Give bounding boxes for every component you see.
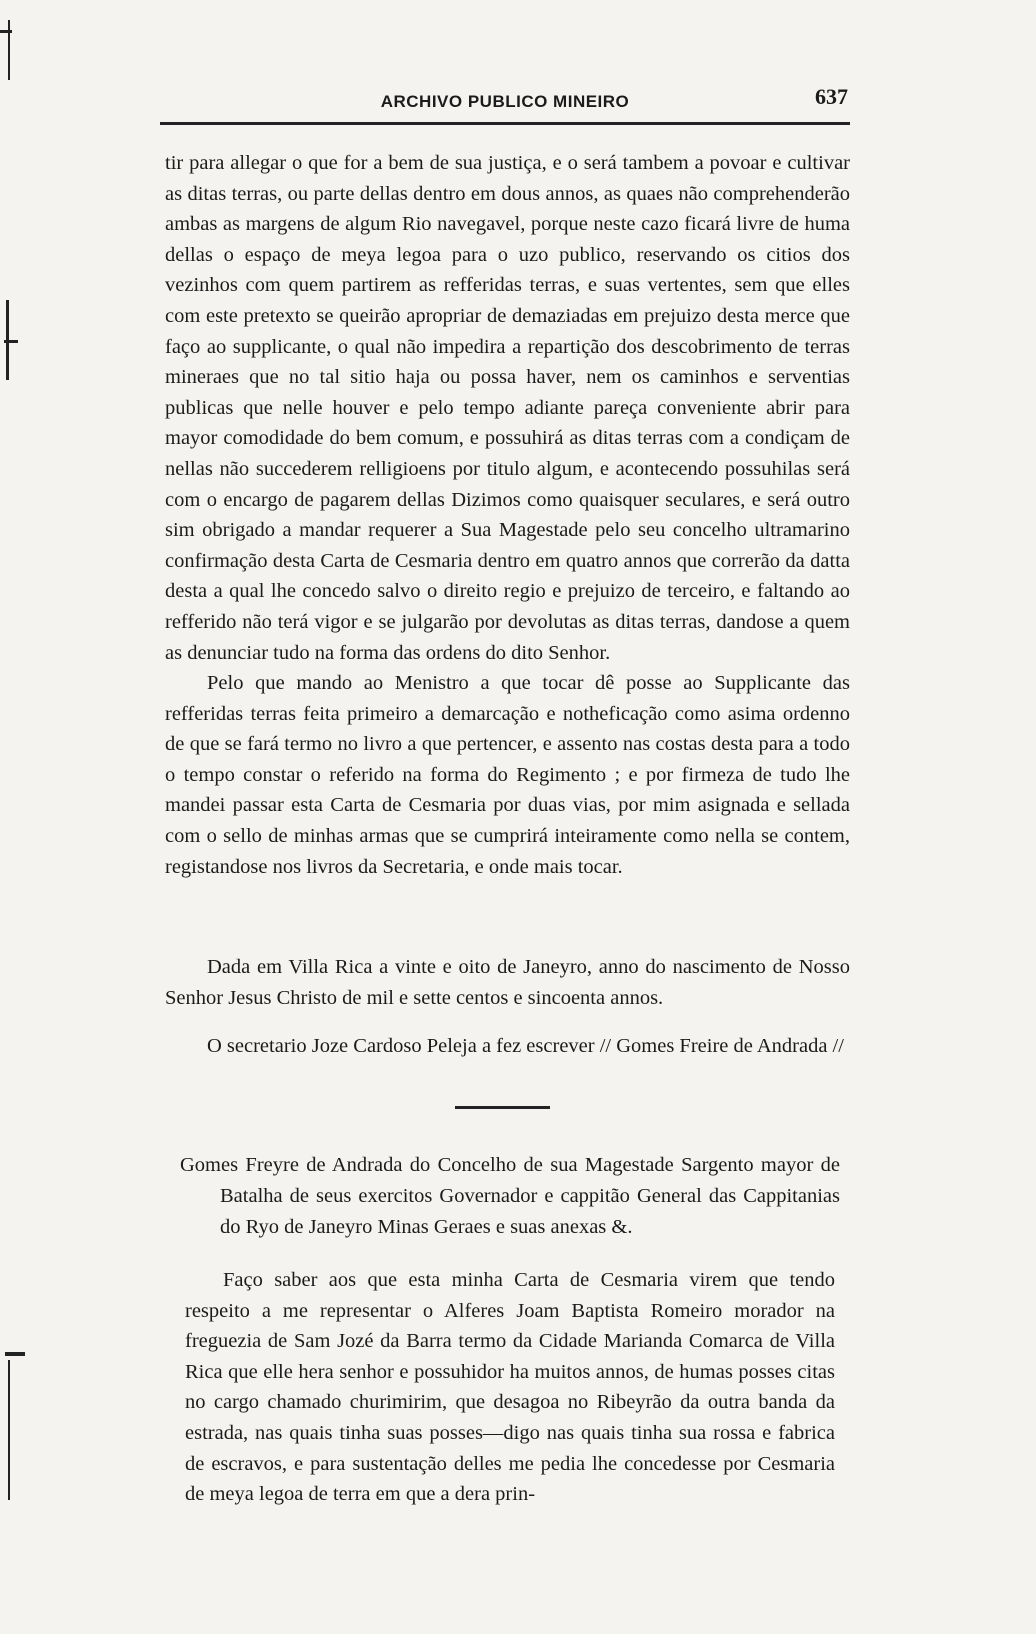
paragraph: Dada em Villa Rica a vinte e oito de Janeyro, anno do nascimento de Nosso Senhor Jesus Christo de mil e sette centos e sincoenta annos. (165, 956, 850, 1009)
scan-edge-mark (8, 20, 10, 80)
paragraph: tir para allegar o que for a bem de sua justiça, e o será tambem a povoar e cultivar as ditas terras, ou parte dellas dentro em dous annos, as quaes não comprehenderão ambas as margens de algum Rio navegavel, porque neste cazo ficará livre de huma dellas o espaço de meya legoa para o uzo publico, reservando os citios dos vezinhos com quem partirem as refferidas terras, e suas vertentes, sem que elles com este pretexto se queirão apropriar de demaziadas em prejuizo desta merce que faço ao supplicante, o qual não impedira a repartição dos descobrimento de terras mineraes que no tal sitio haja ou possa haver, nem os caminhos e serventias publicas que nelle houver e pelo tempo adiante pareça conveniente abrir para mayor comodidade do bem comum, e possuhirá as ditas terras com a condiçam de nellas não succederem relligioens por titulo algum, e acontecendo possuhilas será com o encargo de pagarem dellas Dizimos como quaisquer seculares, e será outro sim obrigado a mandar requerer a Sua Magestade pelo seu concelho ultramarino confirmação desta Carta de Cesmaria dentro em quatro annos que correrão da datta desta a qual lhe concedo salvo o direito regio e prejuizo de terceiro, e faltando ao refferido não terá vigor e se julgarão por devolutas as ditas terras, dandose a quem as denunciar tudo na forma das ordens do dito Senhor. (165, 152, 850, 664)
text-block-continuation (165, 148, 850, 882)
scan-edge-mark (5, 1352, 25, 1356)
page-header (160, 84, 850, 124)
page-number: 637 (815, 84, 848, 109)
paragraph: O secretario Joze Cardoso Peleja a fez escrever // Gomes Freire de Andrada // (207, 1035, 844, 1058)
scan-edge-mark (0, 30, 12, 33)
text-block-closing (165, 952, 850, 1062)
section-divider (455, 1106, 550, 1109)
scan-edge-mark (8, 1360, 10, 1500)
section-heading: Gomes Freyre de Andrada do Concelho de sua Magestade Sargento mayor de Batalha de seus exercitos Governador e cappitão General das Cappitanias do Ryo de Janeyro Minas Geraes e suas anexas &. (180, 1154, 840, 1238)
paragraph: Pelo que mando ao Menistro a que tocar dê posse ao Supplicante das refferidas terras feita primeiro a demarcação e notheficação como asima ordenno de que se fará termo no livro a que pertencer, e assento nas costas desta para a todo o tempo constar o referido na forma do Regimento ; e por firmeza de tudo lhe mandei passar esta Carta de Cesmaria por duas vias, por mim asignada e sellada com o sello de minhas armas que se cumprirá inteiramente como nella se contem, registandose nos livros da Secretaria, e onde mais tocar. (165, 672, 850, 878)
scan-edge-mark (4, 340, 18, 343)
header-rule (160, 122, 850, 125)
paragraph: Faço saber aos que esta minha Carta de Cesmaria virem que tendo respeito a me representar o Alferes Joam Baptista Romeiro morador na freguezia de Sam Jozé da Barra termo da Cidade Marianda Comarca de Villa Rica que elle hera senhor e possuhidor ha muitos annos, de humas posses citas no cargo chamado churimirim, que desagoa no Ribeyrão da outra banda da estrada, nas quais tinha suas posses—digo nas quais tinha sua rossa e fabrica de escravos, e para sustentação delles me pedia lhe concedesse por Cesmaria de meya legoa de terra em que a dera prin- (185, 1269, 835, 1506)
running-title: ARCHIVO PUBLICO MINEIRO (380, 92, 630, 111)
text-block-new-grant (185, 1265, 835, 1510)
